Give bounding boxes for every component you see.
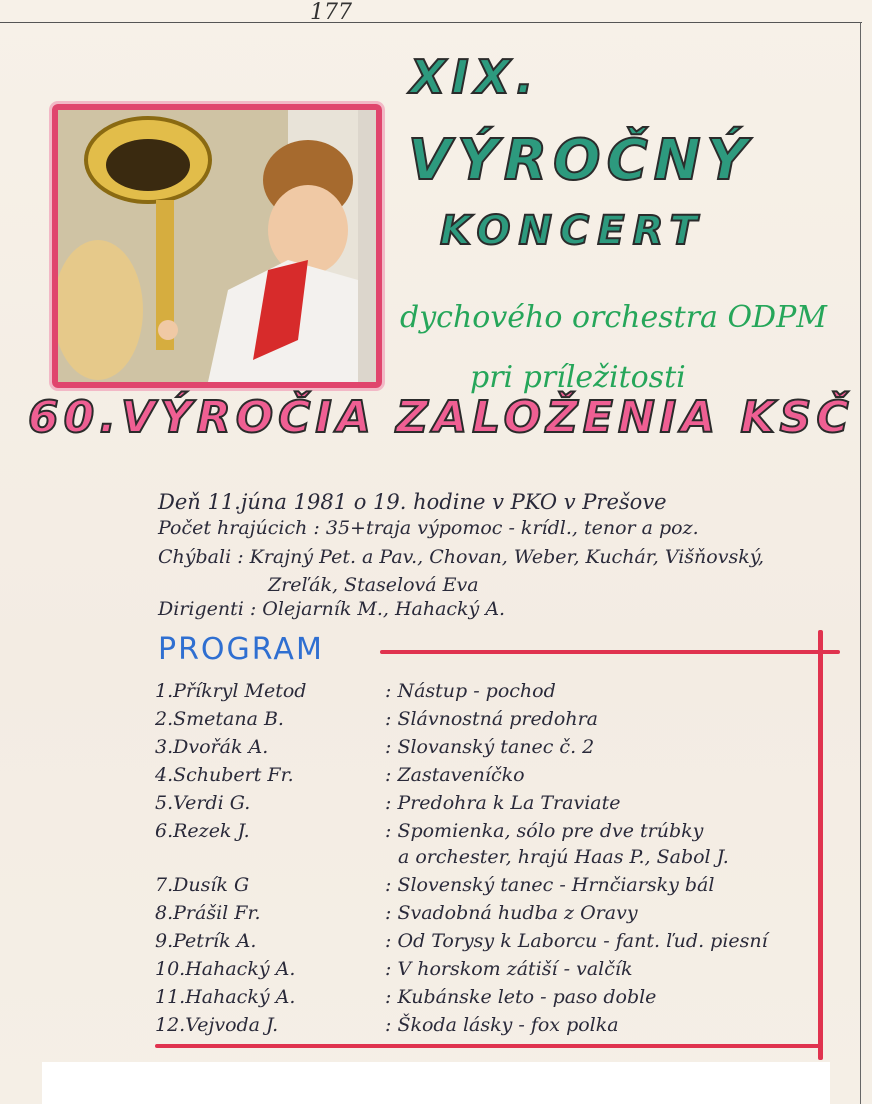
program-composer: 1.Příkryl Metod (155, 680, 307, 702)
title-line-1: XIX. (410, 50, 540, 104)
absent-line: Chýbali : Krajný Pet. a Pav., Chovan, Weber, Kuchár, Višňovský, (158, 546, 764, 568)
program-piece: : Slávnostná predohra (385, 708, 598, 730)
red-underline-bottom (155, 1044, 823, 1048)
program-composer: 4.Schubert Fr. (155, 764, 294, 786)
program-composer: 6.Rezek J. (155, 820, 250, 842)
players-line: Počet hrajúcich : 35+traja výpomoc - krídl., tenor a poz. (158, 517, 699, 539)
absent-line-continued: Zreľák, Staselová Eva (268, 574, 479, 596)
program-composer: 11.Hahacký A. (155, 986, 296, 1008)
program-composer: 5.Verdi G. (155, 792, 251, 814)
program-composer: 3.Dvořák A. (155, 736, 269, 758)
margin-rule (860, 22, 861, 1104)
red-underline-top (380, 650, 840, 654)
subtitle-line-2: pri príležitosti (470, 360, 686, 395)
program-piece: : Zastaveníčko (385, 764, 525, 786)
program-composer: 9.Petrík A. (155, 930, 257, 952)
top-rule (0, 22, 862, 23)
page-number: 177 (310, 0, 352, 25)
program-piece: : Slovanský tanec č. 2 (385, 736, 595, 758)
anniversary-heading: 60.VÝROČIA ZALOŽENIA KSČ (28, 392, 854, 443)
photo-illustration (58, 110, 376, 382)
title-line-2: VÝROČNÝ (408, 128, 754, 193)
scan-bottom-margin (42, 1062, 830, 1104)
program-piece: : Predohra k La Traviate (385, 792, 621, 814)
program-composer: 8.Prášil Fr. (155, 902, 261, 924)
program-piece: : Nástup - pochod (385, 680, 556, 702)
red-vertical-line (818, 630, 823, 1060)
title-line-3: KONCERT (440, 208, 705, 254)
conductors-line: Dirigenti : Olejarník M., Hahacký A. (158, 598, 506, 620)
program-piece: : Škoda lásky - fox polka (385, 1014, 619, 1036)
program-composer: 12.Vejvoda J. (155, 1014, 279, 1036)
orchestra-photo (52, 104, 382, 388)
program-piece: : Od Torysy k Laborcu - fant. ľud. piesní (385, 930, 768, 952)
program-piece: a orchester, hrajú Haas P., Sabol J. (398, 846, 729, 868)
program-piece: : Spomienka, sólo pre dve trúbky (385, 820, 704, 842)
program-composer: 7.Dusík G (155, 874, 250, 896)
date-line: Deň 11.júna 1981 o 19. hodine v PKO v Prešove (158, 490, 667, 514)
program-piece: : Svadobná hudba z Oravy (385, 902, 638, 924)
program-piece: : Slovenský tanec - Hrnčiarsky bál (385, 874, 715, 896)
program-heading: PROGRAM (158, 632, 324, 667)
subtitle-line-1: dychového orchestra ODPM (400, 300, 828, 335)
program-piece: : V horskom zátiší - valčík (385, 958, 633, 980)
program-composer: 10.Hahacký A. (155, 958, 296, 980)
program-piece: : Kubánske leto - paso doble (385, 986, 657, 1008)
program-composer: 2.Smetana B. (155, 708, 284, 730)
